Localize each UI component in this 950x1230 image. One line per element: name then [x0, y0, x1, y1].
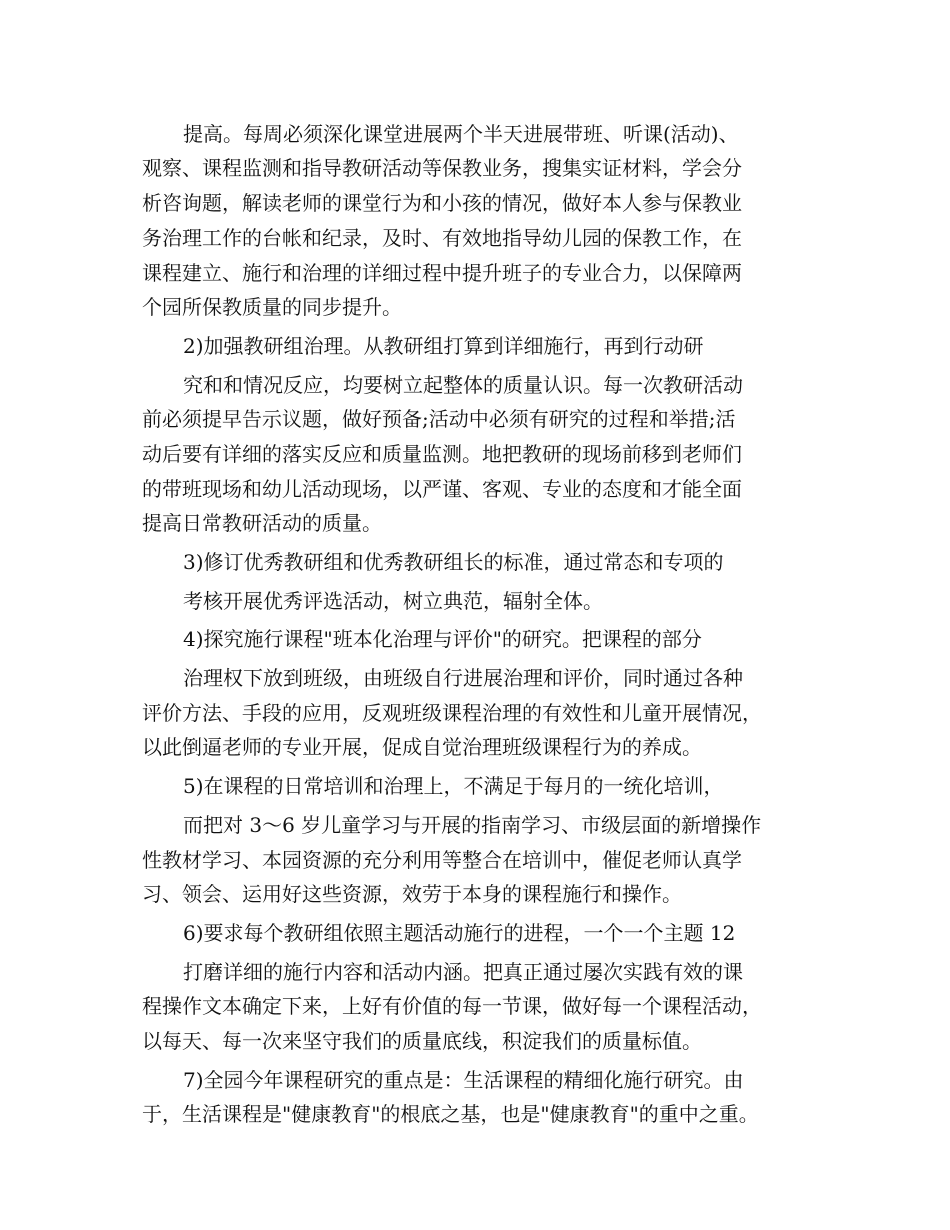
text-line-3: 析咨询题，解读老师的课堂行为和小孩的情况，做好本人参与保教业	[142, 191, 742, 215]
text-line-8: 究和和情况反应，均要树立起整体的质量认识。每一次教研活动	[183, 373, 743, 397]
text-line-16: 治理权下放到班级，由班级自行进展治理和评价，同时通过各种	[183, 666, 743, 690]
text-line-9: 前必须提早告示议题，做好预备;活动中必须有研究的过程和举措;活	[142, 407, 736, 431]
text-line-4: 务治理工作的台帐和纪录，及时、有效地指导幼儿园的保教工作，在	[142, 226, 742, 250]
text-line-12: 提高日常教研活动的质量。	[142, 511, 382, 535]
text-line-10: 动后要有详细的落实反应和质量监测。地把教研的现场前移到老师们	[142, 442, 742, 466]
text-line-26: 以每天、每一次来坚守我们的质量底线，积淀我们的质量标值。	[142, 1029, 702, 1053]
text-line-23: 6)要求每个教研组依照主题活动施行的进程，一个一个主题 12	[183, 921, 736, 945]
text-line-27: 7)全园今年课程研究的重点是：生活课程的精细化施行研究。由	[183, 1068, 744, 1092]
text-line-11: 的带班现场和幼儿活动现场，以严谨、客观、专业的态度和才能全面	[142, 477, 742, 501]
text-line-25: 程操作文本确定下来，上好有价值的每一节课，做好每一个课程活动，	[142, 994, 762, 1018]
text-line-6: 个园所保教质量的同步提升。	[142, 295, 402, 319]
text-line-1: 提高。每周必须深化课堂进展两个半天进展带班、听课(活动)、	[183, 122, 739, 146]
text-line-19: 5)在课程的日常培训和治理上，不满足于每月的一统化培训，	[183, 774, 724, 798]
text-line-15: 4)探究施行课程"班本化治理与评价"的研究。把课程的部分	[183, 627, 702, 651]
text-line-22: 习、领会、运用好这些资源，效劳于本身的课程施行和操作。	[142, 882, 682, 906]
text-line-18: 以此倒逼老师的专业开展，促成自觉治理班级课程行为的养成。	[142, 735, 702, 759]
text-line-14: 考核开展优秀评选活动，树立典范，辐射全体。	[183, 589, 603, 613]
text-line-2: 观察、课程监测和指导教研活动等保教业务，搜集实证材料，学会分	[142, 156, 742, 180]
text-line-5: 课程建立、施行和治理的详细过程中提升班子的专业合力，以保障两	[142, 261, 742, 285]
text-line-7: 2)加强教研组治理。从教研组打算到详细施行，再到行动研	[183, 334, 704, 358]
text-line-13: 3)修订优秀教研组和优秀教研组长的标准，通过常态和专项的	[183, 550, 724, 574]
text-line-17: 评价方法、手段的应用，反观班级课程治理的有效性和儿童开展情况，	[142, 701, 762, 725]
text-line-20: 而把对 3～6 岁儿童学习与开展的指南学习、市级层面的新增操作	[183, 813, 762, 837]
text-line-28: 于，生活课程是"健康教育"的根底之基，也是"健康教育"的重中之重。	[142, 1102, 759, 1126]
text-line-21: 性教材学习、本园资源的充分利用等整合在培训中，催促老师认真学	[142, 848, 742, 872]
text-line-24: 打磨详细的施行内容和活动内涵。把真正通过屡次实践有效的课	[183, 960, 743, 984]
